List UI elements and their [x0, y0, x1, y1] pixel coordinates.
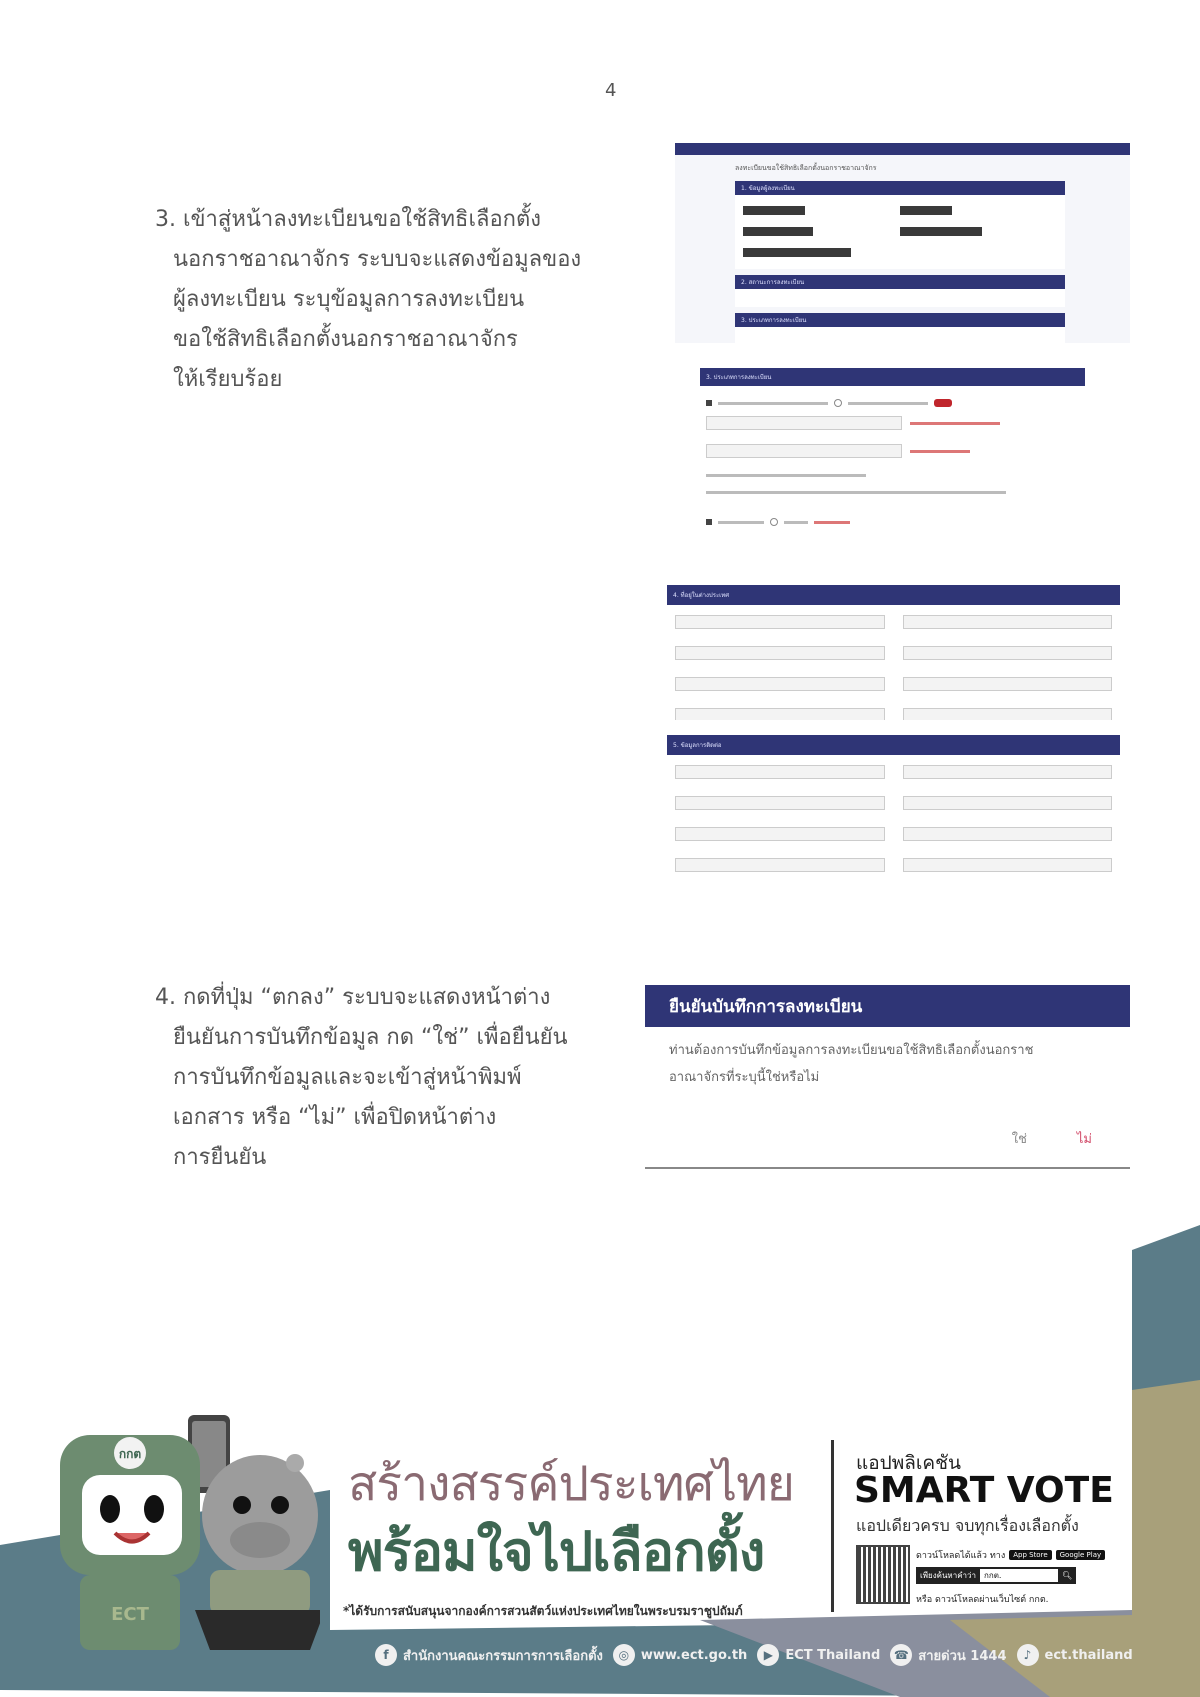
- banner-headline-2: พร้อมใจไปเลือกตั้ง: [348, 1520, 765, 1583]
- qr-code-icon: [856, 1545, 910, 1604]
- contact-input[interactable]: [675, 765, 885, 779]
- or-text: หรือ ดาวน์โหลดผ่านเว็บไซต์ กกต.: [916, 1595, 1049, 1605]
- registrant-info-card: [735, 181, 1065, 269]
- app-name: SMART VOTE: [854, 1470, 1114, 1511]
- address-input[interactable]: [903, 677, 1113, 691]
- download-row: [916, 1548, 1105, 1562]
- search-label: เพียงค้นหาคำว่า: [920, 1571, 977, 1580]
- type-card: [735, 313, 1065, 343]
- redacted-field: [743, 248, 851, 257]
- step-line: 4. กดที่ปุ่ม “ตกลง” ระบบจะแสดงหน้าต่าง: [155, 985, 551, 1010]
- dialog-title: ยืนยันบันทึกการลงทะเบียน: [645, 985, 1130, 1027]
- footer-item-facebook[interactable]: f สำนักงานคณะกรรมการการเลือกตั้ง: [375, 1644, 603, 1666]
- contact-input[interactable]: [675, 796, 885, 810]
- address-input[interactable]: [675, 708, 885, 720]
- globe-icon: ◎: [613, 1644, 635, 1666]
- footer-item-website[interactable]: ◎ www.ect.go.th: [613, 1644, 747, 1666]
- section-header: 2. สถานะการลงทะเบียน: [735, 275, 1065, 289]
- redacted-field: [900, 206, 952, 215]
- step-line: การยืนยัน: [173, 1145, 267, 1170]
- step-line: ให้เรียบร้อย: [173, 367, 283, 392]
- step-line: ยืนยันการบันทึกข้อมูล กด “ใช่” เพื่อยืนยัน: [173, 1025, 568, 1050]
- contact-input[interactable]: [903, 858, 1113, 872]
- app-tagline: แอปเดียวครบ จบทุกเรื่องเลือกตั้ง: [856, 1516, 1079, 1535]
- section-header: 4. ที่อยู่ในต่างประเทศ: [667, 585, 1120, 605]
- address-input[interactable]: [903, 646, 1113, 660]
- tiktok-icon: ♪: [1017, 1644, 1039, 1666]
- footer-item-tiktok[interactable]: ♪ ect.thailand: [1017, 1644, 1133, 1666]
- dialog-message: ท่านต้องการบันทึกข้อมูลการลงทะเบียนขอใช้สิทธิเลือกตั้งนอกราช: [669, 1043, 1034, 1058]
- address-input[interactable]: [675, 677, 885, 691]
- search-row: [916, 1567, 1076, 1584]
- step-line: การบันทึกข้อมูลและจะเข้าสู่หน้าพิมพ์: [173, 1065, 522, 1090]
- contact-input[interactable]: [903, 796, 1113, 810]
- registration-title: ลงทะเบียนขอใช้สิทธิเลือกตั้งนอกราชอาณาจักร: [735, 164, 877, 172]
- step-line: 3. เข้าสู่หน้าลงทะเบียนขอใช้สิทธิเลือกตั้ง: [155, 207, 542, 232]
- banner-divider: [831, 1440, 834, 1612]
- redacted-field: [900, 227, 982, 236]
- step-4-instructions: [155, 978, 568, 1178]
- confirm-dialog: [645, 985, 1130, 1169]
- facebook-icon: f: [375, 1644, 397, 1666]
- search-icon: 🔍︎: [1062, 1571, 1073, 1580]
- step-line: ขอใช้สิทธิเลือกตั้งนอกราชอาณาจักร: [173, 327, 518, 352]
- country-select[interactable]: [706, 416, 902, 430]
- phone-icon: ☎: [890, 1644, 912, 1666]
- site-header-bar: [675, 143, 1130, 155]
- no-button[interactable]: ไม่: [1076, 1132, 1092, 1147]
- app-label: แอปพลิเคชัน: [856, 1452, 961, 1474]
- step-line: เอกสาร หรือ “ไม่” เพื่อปิดหน้าต่าง: [173, 1105, 497, 1130]
- section-header: 3. ประเภทการลงทะเบียน: [700, 368, 1085, 386]
- youtube-icon: ▶: [757, 1644, 779, 1666]
- contact-input[interactable]: [675, 827, 885, 841]
- search-value: กกต.: [980, 1569, 1058, 1582]
- address-input[interactable]: [903, 708, 1113, 720]
- section-header: 3. ประเภทการลงทะเบียน: [735, 313, 1065, 327]
- google-play-badge[interactable]: Google Play: [1056, 1550, 1106, 1560]
- location-select[interactable]: [706, 444, 902, 458]
- section-header: 1. ข้อมูลผู้ลงทะเบียน: [735, 181, 1065, 195]
- red-arrow-icon: [934, 399, 952, 407]
- address-input[interactable]: [675, 615, 885, 629]
- redacted-field: [743, 227, 813, 236]
- step-line: ผู้ลงทะเบียน ระบุข้อมูลการลงทะเบียน: [173, 287, 525, 312]
- dialog-message: อาณาจักรที่ระบุนี้ใช่หรือไม่: [669, 1070, 820, 1085]
- svg-text:ECT: ECT: [111, 1604, 149, 1625]
- status-card: [735, 275, 1065, 307]
- contact-input[interactable]: [903, 827, 1113, 841]
- footer-contacts: [375, 1644, 1133, 1666]
- banner-credit: *ได้รับการสนับสนุนจากองค์การสวนสัตว์แห่งประเทศไทยในพระบรมราชูปถัมภ์: [343, 1604, 743, 1618]
- page-number: 4: [605, 80, 617, 101]
- registration-screenshot-address: [667, 585, 1120, 720]
- app-search-box: [916, 1567, 1076, 1584]
- redacted-field: [743, 206, 805, 215]
- step-3-instructions: [155, 200, 581, 400]
- registration-screenshot-contact: [667, 735, 1120, 885]
- contact-input[interactable]: [903, 765, 1113, 779]
- mascot-illustration: [20, 1405, 320, 1650]
- registration-screenshot-type: [700, 368, 1085, 558]
- download-text: ดาวน์โหลดได้แล้ว ทาง: [916, 1551, 1006, 1561]
- footer-item-youtube[interactable]: ▶ ECT Thailand: [757, 1644, 880, 1666]
- step-line: นอกราชอาณาจักร ระบบจะแสดงข้อมูลของ: [173, 247, 582, 272]
- radio-unselected[interactable]: [834, 399, 842, 407]
- banner-headline-1: สร้างสรรค์ประเทศไทย: [348, 1456, 794, 1512]
- or-row: [916, 1592, 1049, 1606]
- footer-item-hotline[interactable]: ☎ สายด่วน 1444: [890, 1644, 1006, 1666]
- radio-selected[interactable]: [706, 519, 712, 525]
- address-input[interactable]: [903, 615, 1113, 629]
- radio-selected[interactable]: [706, 400, 712, 406]
- yes-button[interactable]: ใช่: [1011, 1132, 1027, 1147]
- address-input[interactable]: [675, 646, 885, 660]
- svg-text:กกต: กกต: [118, 1447, 142, 1461]
- section-header: 5. ข้อมูลการติดต่อ: [667, 735, 1120, 755]
- contact-input[interactable]: [675, 858, 885, 872]
- radio-unselected[interactable]: [770, 518, 778, 526]
- registration-screenshot-info: [675, 143, 1130, 343]
- app-store-badge[interactable]: App Store: [1009, 1550, 1051, 1560]
